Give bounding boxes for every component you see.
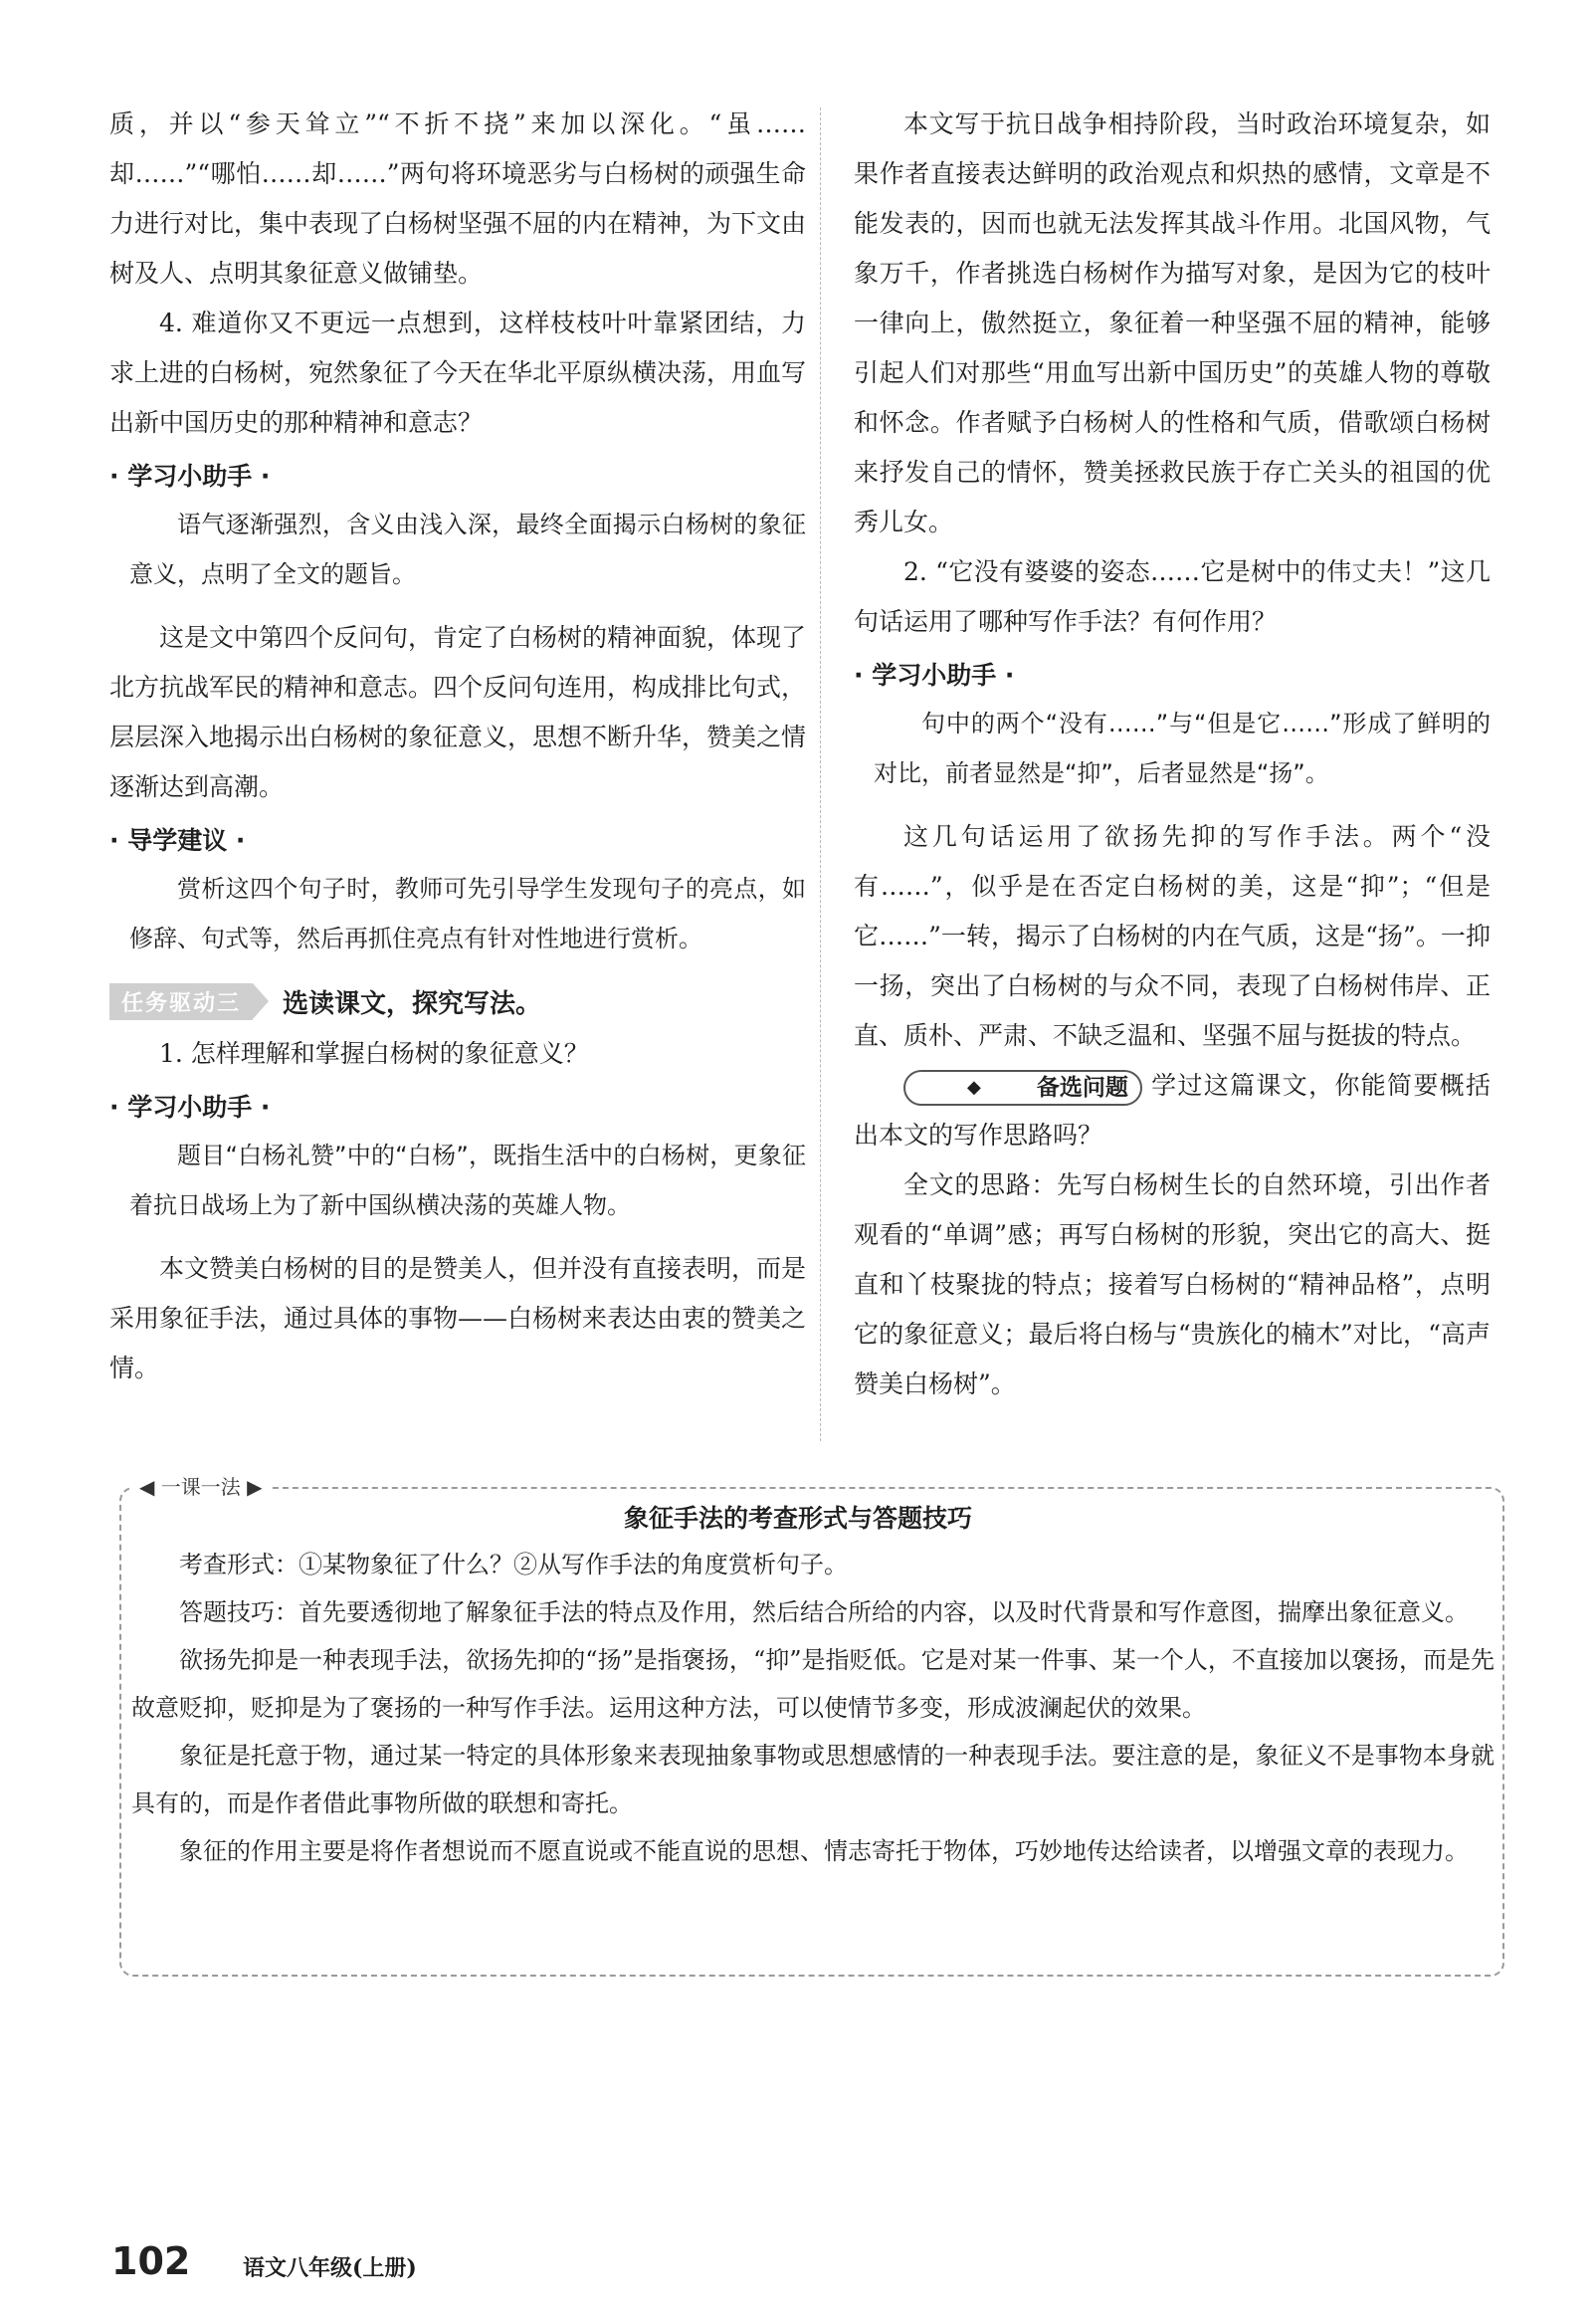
paragraph: 这是文中第四个反问句，肯定了白杨树的精神面貌，体现了北方抗战军民的精神和意志。四个反问句连用，构成排比句式，层层深入地揭示出白杨树的象征意义，思想不断升华，赞美之情逐渐达到高潮。: [109, 623, 807, 801]
paragraph: 全文的思路：先写白杨树生长的自然环境，引出作者观看的“单调”感；再写白杨树的形貌，突出它的高大、挺直和丫枝聚拢的特点；接着写白杨树的“精神品格”，点明它的象征意义；最后将白杨与“贵族化的楠木”对比，“高声赞美白杨树”。: [854, 1170, 1491, 1398]
method-paragraph: 象征是托意于物，通过某一特定的具体形象来表现抽象事物或思想感情的一种表现手法。要注意的是，象征义不是事物本身就具有的，而是作者借此事物所做的联想和寄托。: [131, 1742, 1495, 1817]
question-1: 1. 怎样理解和掌握白杨树的象征意义？: [159, 1039, 589, 1068]
method-paragraph: 考查形式：①某物象征了什么？②从写作手法的角度赏析句子。: [179, 1551, 848, 1578]
optional-badge: [903, 1070, 1142, 1106]
paragraph: 本文赞美白杨树的目的是赞美人，但并没有直接表明，而是采用象征手法，通过具体的事物——白杨树来表达由衷的赞美之情。: [109, 1254, 807, 1382]
guide-text: 赏析这四个句子时，教师可先引导学生发现句子的亮点，如修辞、句式等，然后再抓住亮点有针对性地进行赏析。: [129, 875, 806, 952]
optional-question: [854, 1061, 1491, 1160]
helper-text: 句中的两个“没有……”与“但是它……”形成了鲜明的对比，前者显然是“抑”，后者显然是“扬”。: [874, 710, 1491, 787]
guide-box: [129, 864, 806, 963]
paragraph: 质，并以“参天耸立”“不折不挠”来加以深化。“虽……却……”“哪怕……却……”两句将环境恶劣与白杨树的顽强生命力进行对比，集中表现了白杨树坚强不屈的内在精神，为下文由树及人、点明其象征意义做铺垫。: [109, 109, 807, 288]
page-number: 102: [111, 2239, 191, 2283]
helper-box: [874, 699, 1491, 798]
method-body: [131, 1541, 1495, 1875]
helper-label: · 学习小助手 ·: [109, 1093, 271, 1122]
left-column: [109, 100, 806, 1393]
task-badge: 任务驱动三: [109, 983, 253, 1020]
method-tag: ◀ 一课一法 ▶: [131, 1471, 270, 1500]
helper-box: [129, 1131, 806, 1230]
optional-question-text: 学过这篇课文，你能简要概括出本文的写作思路吗？: [854, 1071, 1491, 1150]
task-header: [109, 977, 806, 1025]
diamond-icon: ◆: [967, 1076, 981, 1098]
question-2: 2. “它没有婆婆的姿态……它是树中的伟丈夫！”这几句话运用了哪种写作手法？有何作用？: [854, 557, 1491, 636]
method-paragraph: 答题技巧：首先要透彻地了解象征手法的特点及作用，然后结合所给的内容，以及时代背景和写作意图，揣摩出象征意义。: [179, 1598, 1469, 1626]
method-paragraph: 欲扬先抑是一种表现手法，欲扬先抑的“扬”是指褒扬，“抑”是指贬低。它是对某一件事、某一个人，不直接加以褒扬，而是先故意贬抑，贬抑是为了褒扬的一种写作手法。运用这种方法，可以使情节多变，形成波澜起伏的效果。: [131, 1646, 1495, 1722]
helper-text: 题目“白杨礼赞”中的“白杨”，既指生活中的白杨树，更象征着抗日战场上为了新中国纵横决荡的英雄人物。: [129, 1142, 806, 1219]
guide-label: · 导学建议 ·: [109, 826, 246, 855]
helper-label: · 学习小助手 ·: [109, 462, 271, 491]
method-title: 象征手法的考查形式与答题技巧: [623, 1504, 972, 1533]
method-paragraph: 象征的作用主要是将作者想说而不愿直说或不能直说的思想、情志寄托于物体，巧妙地传达给读者，以增强文章的表现力。: [179, 1837, 1469, 1865]
question-4: 4. 难道你又不更远一点想到，这样枝枝叶叶靠紧团结，力求上进的白杨树，宛然象征了今天在华北平原纵横决荡，用血写出新中国历史的那种精神和意志？: [109, 309, 807, 437]
book-title: 语文八年级(上册): [243, 2255, 417, 2281]
right-column: [854, 100, 1491, 1409]
helper-text: 语气逐渐强烈，含义由浅入深，最终全面揭示白杨树的象征意义，点明了全文的题旨。: [129, 511, 806, 588]
paragraph: 本文写于抗日战争相持阶段，当时政治环境复杂，如果作者直接表达鲜明的政治观点和炽热的感情，文章是不能发表的，因而也就无法发挥其战斗作用。北国风物，气象万千，作者挑选白杨树作为描写对象，是因为它的枝叶一律向上，傲然挺立，象征着一种坚强不屈的精神，能够引起人们对那些“用血写出新中国历史”的英雄人物的尊敬和怀念。作者赋予白杨树人的性格和气质，借歌颂白杨树来抒发自己的情怀，赞美拯救民族于存亡关头的祖国的优秀儿女。: [854, 109, 1491, 536]
task-title: 选读课文，探究写法。: [283, 988, 542, 1019]
helper-label: · 学习小助手 ·: [854, 661, 1015, 690]
helper-box: [129, 500, 806, 599]
optional-badge-label: 备选问题: [1036, 1074, 1128, 1101]
column-divider: [820, 107, 821, 1441]
paragraph: 这几句话运用了欲扬先抑的写作手法。两个“没有……”，似乎是在否定白杨树的美，这是“抑”；“但是它……”一转，揭示了白杨树的内在气质，这是“扬”。一抑一扬，突出了白杨树的与众不同，表现了白杨树伟岸、正直、质朴、严肃、不缺乏温和、坚强不屈与挺拔的特点。: [854, 822, 1491, 1050]
